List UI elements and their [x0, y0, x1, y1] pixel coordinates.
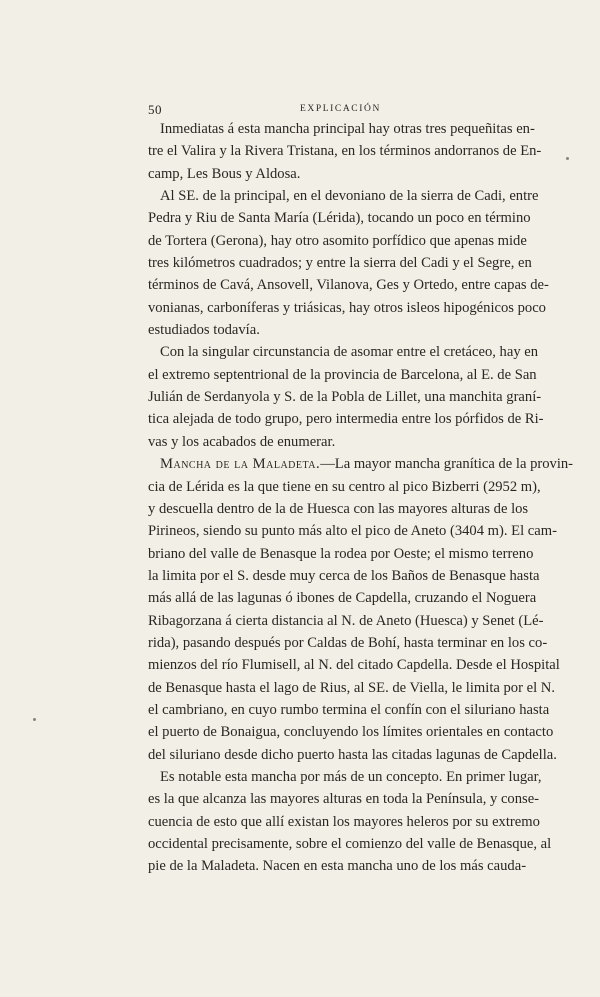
- text-line: Con la singular circunstancia de asomar entre el cretáceo, hay en: [160, 344, 539, 361]
- running-title: EXPLICACIÓN: [300, 104, 381, 114]
- text-line: el puerto de Bonaigua, concluyendo los límites orientales en contacto: [148, 724, 554, 741]
- paragraph: [148, 453, 574, 766]
- body-text: [148, 118, 574, 878]
- text-line: Julián de Serdanyola y S. de la Pobla de Lillet, una manchita graní-: [148, 389, 542, 406]
- text-line: cia de Lérida es la que tiene en su centro al pico Bizberri (2952 m),: [148, 478, 541, 495]
- text-line: el extremo septentrional de la provincia de Barcelona, al E. de San: [148, 366, 537, 383]
- page-number: 50: [148, 102, 162, 117]
- text-line: Pirineos, siendo su punto más alto el pico de Aneto (3404 m). El cam-: [148, 523, 557, 540]
- text-line: el cambriano, en cuyo rumbo termina el confín con el siluriano hasta: [148, 701, 550, 718]
- paper-speck: [33, 718, 36, 721]
- text-line-rest: —La mayor mancha granítica de la provin-: [320, 456, 574, 473]
- paper-speck: [566, 157, 569, 160]
- text-line: Es notable esta mancha por más de un concepto. En primer lugar,: [160, 768, 542, 785]
- text-line: mienzos del río Flumisell, al N. del citado Capdella. Desde el Hospital: [148, 657, 560, 674]
- text-line: Pedra y Riu de Santa María (Lérida), tocando un poco en término: [148, 210, 531, 227]
- text-line: [148, 453, 574, 475]
- text-line: Al SE. de la principal, en el devoniano de la sierra de Cadi, entre: [160, 188, 539, 205]
- text-line: Ribagorzana á cierta distancia al N. de Aneto (Huesca) y Senet (Lé-: [148, 612, 544, 629]
- text-line: y descuella dentro de la de Huesca con las mayores alturas de los: [148, 500, 529, 517]
- text-line: rida), pasando después por Caldas de Bohí, hasta terminar en los co-: [148, 634, 548, 651]
- running-head: [148, 102, 528, 116]
- text-line: cuencia de esto que allí existan los mayores heleros por su extremo: [148, 813, 540, 830]
- text-line: Inmediatas á esta mancha principal hay otras tres pequeñitas en-: [160, 121, 535, 137]
- text-line: tica alejada de todo grupo, pero intermedia entre los pórfidos de Ri-: [148, 411, 544, 428]
- text-line: occidental precisamente, sobre el comienzo del valle de Benasque, al: [148, 836, 552, 852]
- paragraph: [148, 185, 549, 341]
- text-line: de Tortera (Gerona), hay otro asomito porfídico que apenas mide: [148, 232, 527, 249]
- text-line: vonianas, carboníferas y triásicas, hay otros isleos hipogénicos poco: [148, 299, 546, 316]
- text-line: más allá de las lagunas ó ibones de Capdella, cruzando el Noguera: [148, 590, 537, 607]
- text-line: estudiados todavía.: [148, 322, 260, 339]
- text-line: camp, Les Bous y Aldosa.: [148, 165, 301, 182]
- paragraph: [148, 118, 542, 185]
- text-line: términos de Cavá, Ansovell, Vilanova, Ges y Ortedo, entre capas de-: [148, 277, 549, 294]
- section-heading: Mancha de la Maladeta.: [160, 456, 321, 473]
- paragraph: [148, 766, 552, 878]
- text-line: tres kilómetros cuadrados; y entre la sierra del Cadi y el Segre, en: [148, 255, 532, 272]
- text-line: de Benasque hasta el lago de Rius, al SE. de Viella, le limita por el N.: [148, 679, 555, 696]
- paragraph: [148, 341, 544, 453]
- text-line: briano del valle de Benasque la rodea por Oeste; el mismo terreno: [148, 545, 534, 562]
- text-line: pie de la Maladeta. Nacen en esta mancha uno de los más cauda-: [148, 858, 527, 875]
- text-line: del siluriano desde dicho puerto hasta las citadas lagunas de Capdella.: [148, 746, 557, 763]
- text-line: vas y los acabados de enumerar.: [148, 433, 336, 450]
- text-line: es la que alcanza las mayores alturas en toda la Península, y conse-: [148, 791, 540, 808]
- text-line: tre el Valira y la Rivera Tristana, en los términos andorranos de En-: [148, 143, 542, 160]
- text-line: la limita por el S. desde muy cerca de los Baños de Benasque hasta: [148, 567, 540, 584]
